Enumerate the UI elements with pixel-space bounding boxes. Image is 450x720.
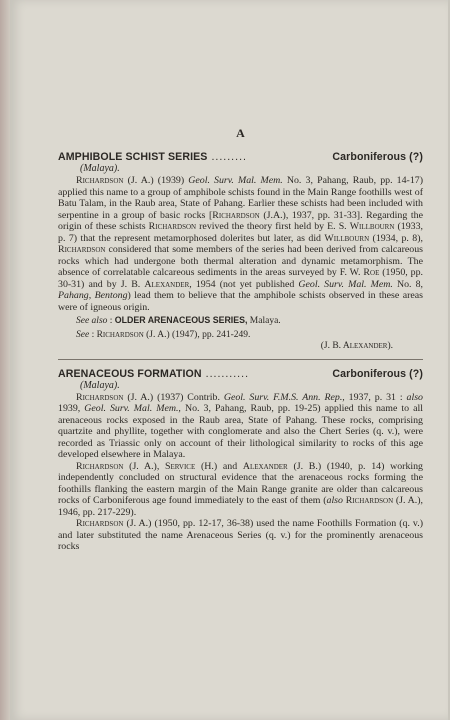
- text-run: 1937, p. 31 :: [344, 391, 407, 403]
- see-also-label: See also: [76, 316, 108, 326]
- text-run: , 1954 (not yet published: [189, 278, 299, 290]
- page-content: [58, 126, 423, 553]
- entry-paragraph: [58, 392, 423, 461]
- text-run: revived the theory first held by E. S.: [196, 221, 350, 232]
- see-also-tail: Malaya.: [247, 316, 281, 326]
- entry-heading-arenaceous-formation: [58, 368, 423, 380]
- text-run: considered that some members of the series had been derived from calcareous rocks which had undergone both thermal alteration and dynamic metamorphism. The absence of correlatable calcareous sediments in the areas surveyed by F. W.: [58, 244, 423, 278]
- author-name: Roe: [363, 267, 380, 278]
- text-run: (J. A.) (1950, pp. 12-17, 36-38) used the name Foothills Formation (q. v.) and later substituted the name Arenaceous Series (q. v.) for the prominently arenaceous rocks: [58, 518, 423, 552]
- author-name: Richardson: [345, 495, 394, 506]
- entry-age: Carboniferous (?): [332, 151, 423, 163]
- entry-paragraph: [58, 518, 423, 553]
- text-run: ) lead them to believe that the amphibole schists observed in these areas were of igneous origin.: [58, 290, 423, 313]
- entry-region: (Malaya).: [80, 163, 120, 174]
- see-line: See : Richardson (J. A.) (1947), pp. 241-249.: [76, 329, 251, 340]
- author-name: Richardson: [76, 518, 124, 529]
- see-tail: (J. A.) (1947), pp. 241-249.: [143, 329, 251, 340]
- text-run: (1934, p. 8),: [369, 232, 423, 244]
- see-label: See: [76, 329, 90, 340]
- author-name: Richardson: [76, 460, 124, 472]
- book-page: [10, 0, 448, 720]
- page-binding-edge: [0, 0, 10, 720]
- leader-dots: ...........: [205, 367, 250, 380]
- text-run: No. 3, Pahang, Raub, pp. 19-25) applied this name to all arenaceous rocks exposed in the Raub area, State of Pahang. These rocks, comprising quartzite and phyllite, together with conglomerate and also the Chert Series (q. v.), were recorded as Triassic only on account of their lithological similarity to rocks of this age developed elsewhere in Malaya.: [58, 403, 423, 460]
- section-letter: A: [236, 126, 245, 140]
- leader-dots: .........: [211, 151, 247, 163]
- see-also-line: See also : OLDER ARENACEOUS SERIES, Malaya.: [76, 315, 281, 326]
- text-run: (1950, pp. 30-31) and by J. B.: [58, 267, 423, 290]
- entry-name: ARENACEOUS FORMATION: [58, 367, 202, 380]
- author-name: Alexander: [144, 278, 190, 290]
- text-run: (J. A.),: [123, 460, 166, 472]
- author-name: Richardson: [96, 329, 144, 340]
- italic-word: also: [326, 495, 343, 506]
- author-name: Richardson: [148, 221, 197, 232]
- entry-region: (Malaya).: [80, 379, 120, 391]
- entry-name: AMPHIBOLE SCHIST SERIES: [58, 151, 208, 163]
- publication-ref: Geol. Surv. Mal. Mem.,: [84, 403, 181, 414]
- author-name: Willbourn: [349, 221, 395, 232]
- cross-reference-link[interactable]: OLDER ARENACEOUS SERIES,: [114, 315, 248, 325]
- text-run: (1933, p. 7) that the represent metamorphosed dolerites but later, as did: [58, 221, 423, 244]
- text-run: (J. A.), 1946, pp. 217-229).: [58, 495, 423, 518]
- author-name: Service: [165, 460, 196, 472]
- author-name: Richardson: [76, 391, 124, 403]
- entry-paragraph: [58, 461, 423, 519]
- text-run: (J.A.), 1937, pp. 31-33]. Regarding the origin of these schists: [58, 209, 423, 232]
- text-run: No. 8,: [392, 278, 423, 290]
- publication-ref: Geol. Surv. F.M.S. Ann. Rep.,: [223, 391, 345, 403]
- text-run: (J. B.) (1940, p. 14) working independently concluded on structural evidence that the arenaceous rocks forming the foothills flanking the eastern margin of the Main Range granite are older than calcareous rocks of Carboniferous age found immediately to the east of them (: [58, 460, 423, 506]
- publication-ref: Geol. Surv. Mal. Mem.: [188, 175, 283, 186]
- author-name: Richardson: [76, 175, 124, 186]
- text-run: 1939,: [58, 403, 85, 414]
- publication-ref: Geol. Surv. Mal. Mem.: [298, 278, 393, 290]
- entry-age: Carboniferous (?): [332, 367, 423, 380]
- entry-divider: [58, 359, 423, 360]
- publication-ref: Pahang, Bentong: [58, 290, 128, 301]
- entry-author-signature: (J. B. Alexander).: [320, 341, 393, 351]
- text-run: (J. A.) (1939): [123, 175, 189, 186]
- entry-heading-amphibole-schist-series: [58, 151, 423, 163]
- author-name: Alexander: [242, 460, 288, 472]
- author-name: Richardson: [58, 244, 106, 255]
- text-run: (J. A.) (1937) Contrib.: [123, 391, 224, 403]
- author-name: Richardson: [212, 209, 260, 221]
- author-name: Willbourn: [324, 232, 370, 244]
- italic-word: also: [406, 391, 423, 403]
- text-run: (H.) and: [195, 460, 243, 472]
- text-run: No. 3, Pahang, Raub, pp. 14-17) applied this name to a group of amphibole schists found in the Main Range foothills west of Batu Talam, in the Raub area, State of Pahang. Earlier these schists had been included with serpentine in a group of basic rocks [: [58, 175, 423, 221]
- entry-paragraph: [58, 175, 423, 313]
